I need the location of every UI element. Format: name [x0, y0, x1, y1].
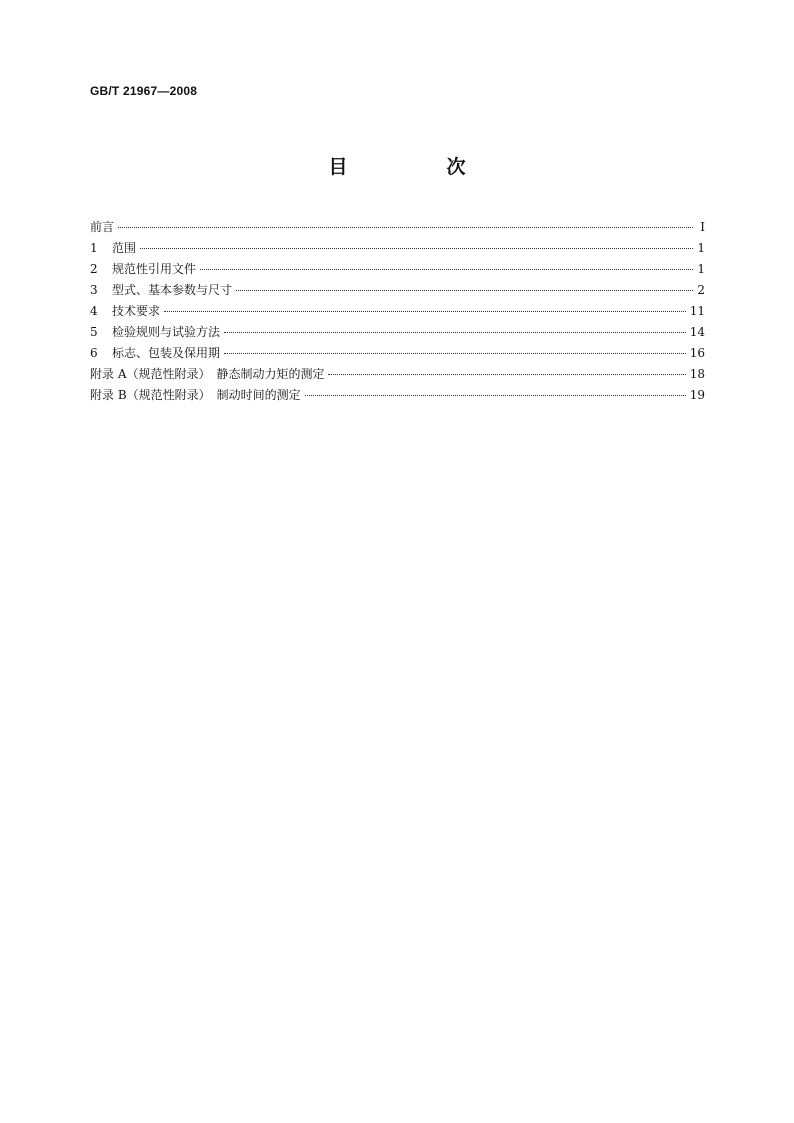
toc-entry-4[interactable] [90, 301, 705, 322]
standard-code: GB/T 21967—2008 [90, 84, 198, 98]
toc-entry-3[interactable] [90, 280, 705, 301]
toc-entry-page: 18 [689, 367, 705, 381]
toc-entry-1[interactable] [90, 238, 705, 259]
toc-leader-dots [200, 268, 693, 270]
toc-leader-dots [140, 247, 693, 249]
toc-entry-number: 2 [90, 262, 98, 276]
toc-entry-page: 2 [697, 283, 705, 297]
toc-leader-dots [224, 352, 686, 354]
toc-entry-6[interactable] [90, 343, 705, 364]
toc-leader-dots [118, 226, 693, 228]
toc-entry-number: 3 [90, 283, 98, 297]
toc-entry-annex-b[interactable] [90, 385, 705, 406]
toc-leader-dots [236, 289, 693, 291]
toc-leader-dots [305, 394, 686, 396]
toc-entry-page: I [700, 220, 705, 234]
toc-entry-label: 规范性引用文件 [112, 262, 197, 276]
toc-entry-annex-a[interactable] [90, 364, 705, 385]
table-of-contents [90, 217, 705, 406]
toc-entry-label: 附录 B（规范性附录） 制动时间的测定 [90, 388, 301, 402]
toc-entry-page: 16 [689, 346, 705, 360]
toc-entry-page: 14 [689, 325, 705, 339]
toc-leader-dots [224, 331, 686, 333]
toc-leader-dots [328, 373, 685, 375]
toc-entry-label: 附录 A（规范性附录） 静态制动力矩的测定 [90, 367, 325, 381]
toc-leader-dots [164, 310, 686, 312]
toc-entry-page: 1 [697, 262, 705, 276]
toc-entry-label: 范围 [112, 241, 137, 255]
toc-entry-number: 1 [90, 241, 98, 255]
toc-entry-page: 19 [689, 388, 705, 402]
toc-entry-number: 5 [90, 325, 98, 339]
toc-entry-2[interactable] [90, 259, 705, 280]
toc-entry-number: 6 [90, 346, 98, 360]
toc-entry-page: 1 [697, 241, 705, 255]
toc-entry-number: 4 [90, 304, 98, 318]
toc-entry-label: 技术要求 [112, 304, 161, 318]
toc-title: 目 次 [328, 156, 506, 178]
toc-entry-label: 型式、基本参数与尺寸 [112, 283, 233, 297]
toc-entry-label: 标志、包装及保用期 [112, 346, 221, 360]
toc-entry-label: 检验规则与试验方法 [112, 325, 221, 339]
toc-entry-label: 前言 [90, 220, 115, 234]
toc-entry-5[interactable] [90, 322, 705, 343]
toc-entry-page: 11 [689, 304, 705, 318]
toc-entry-foreword[interactable] [90, 217, 705, 238]
